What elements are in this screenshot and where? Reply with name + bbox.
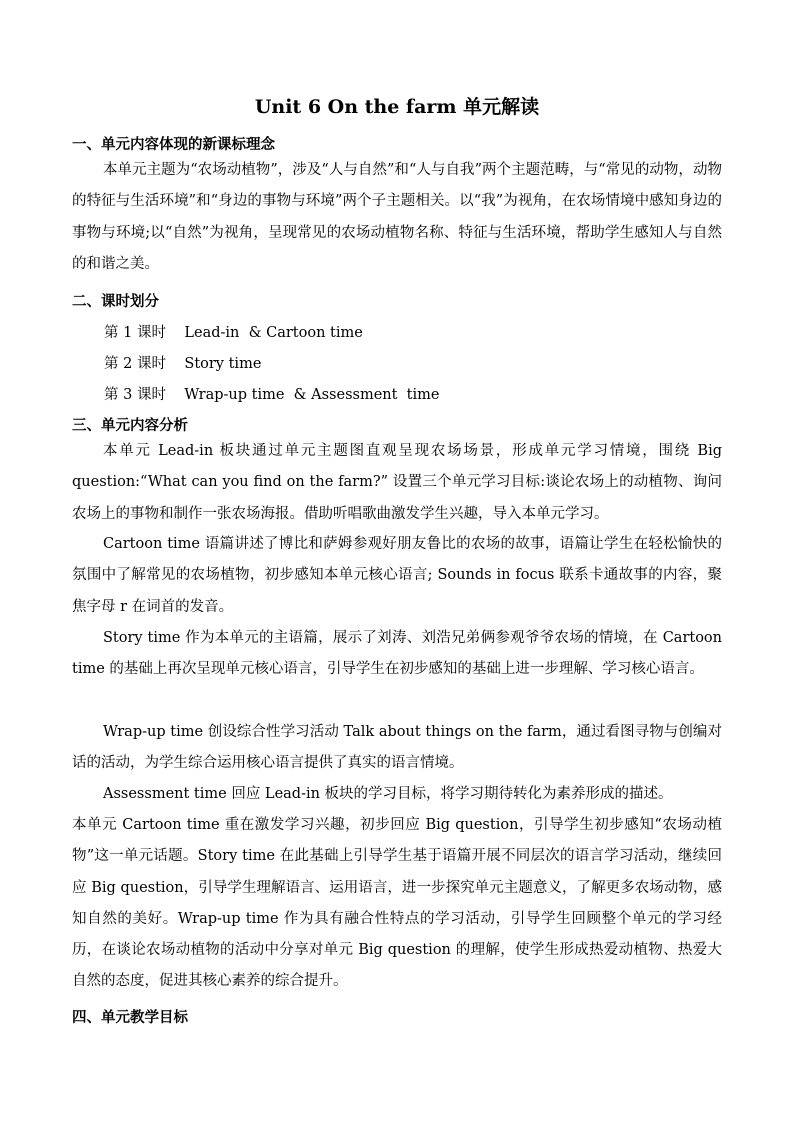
- section-heading-3: 三、单元内容分析: [72, 417, 188, 434]
- lesson-item-1: 第 1 课时 Lead-in & Cartoon time: [104, 325, 363, 341]
- section-3-paragraph-3: Story time 作为本单元的主语篇，展示了刘涛、刘浩兄弟俩参观爷爷农场的情境，在 Cartoon time 的基础上再次呈现单元核心语言，引导学生在初步感知的基础上进一步理解、学习核心语言。: [72, 630, 722, 678]
- section-heading-1: 一、单元内容体现的新课标理念: [72, 136, 275, 153]
- section-3-paragraph-2: Cartoon time 语篇讲述了博比和萨姆参观好朋友鲁比的农场的故事，语篇让学生在轻松愉快的氛围中了解常见的农场植物，初步感知本单元核心语言; Sounds in focus 联系卡通故事的内容，聚焦字母 r 在词首的发音。: [72, 536, 722, 615]
- lesson-item-2: 第 2 课时 Story time: [104, 356, 262, 372]
- section-heading-2: 二、课时划分: [72, 293, 159, 310]
- page-title: Unit 6 On the farm 单元解读: [254, 96, 540, 118]
- lesson-item-3: 第 3 课时 Wrap-up time & Assessment time: [104, 387, 440, 403]
- section-heading-4: 四、单元教学目标: [72, 1009, 188, 1026]
- section-3-paragraph-5: Assessment time 回应 Lead-in 板块的学习目标，将学习期待转化为素养形成的描述。: [103, 786, 673, 802]
- section-1-paragraph: 本单元主题为“农场动植物”，涉及“人与自然”和“人与自我”两个主题范畴，与“常见的动物，动物的特征与生活环境”和“身边的事物与环境”两个子主题相关。以“我”为视角，在农场情境中感知身边的事物与环境;以“自然”为视角，呈现常见的农场动植物名称、特征与生活环境，帮助学生感知人与自然的和谐之美。: [72, 162, 722, 272]
- section-3-paragraph-4: Wrap-up time 创设综合性学习活动 Talk about things on the farm，通过看图寻物与创编对话的活动，为学生综合运用核心语言提供了真实的语言情境。: [72, 724, 722, 772]
- section-3-paragraph-6: 本单元 Cartoon time 重在激发学习兴趣，初步回应 Big question，引导学生初步感知“农场动植物”这一单元话题。Story time 在此基础上引导学生基于语篇开展不同层次的语言学习活动，继续回应 Big question，引导学生理解语言、运用语言，进一步探究单元主题意义，了解更多农场动物，感知自然的美好。Wrap-up time 作为具有融合性特点的学习活动，引导学生回顾整个单元的学习经历，在谈论农场动植物的活动中分享对单元 Big question 的理解，使学生形成热爱动植物、热爱大自然的态度，促进其核心素养的综合提升。: [72, 817, 722, 990]
- section-3-paragraph-1: 本单元 Lead-in 板块通过单元主题图直观呈现农场场景，形成单元学习情境，围绕 Big question:“What can you find on the farm?” 设置三个单元学习目标:谈论农场上的动植物、询问农场上的事物和制作一张农场海报。借助听唱歌曲激发学生兴趣，导入本单元学习。: [72, 443, 722, 522]
